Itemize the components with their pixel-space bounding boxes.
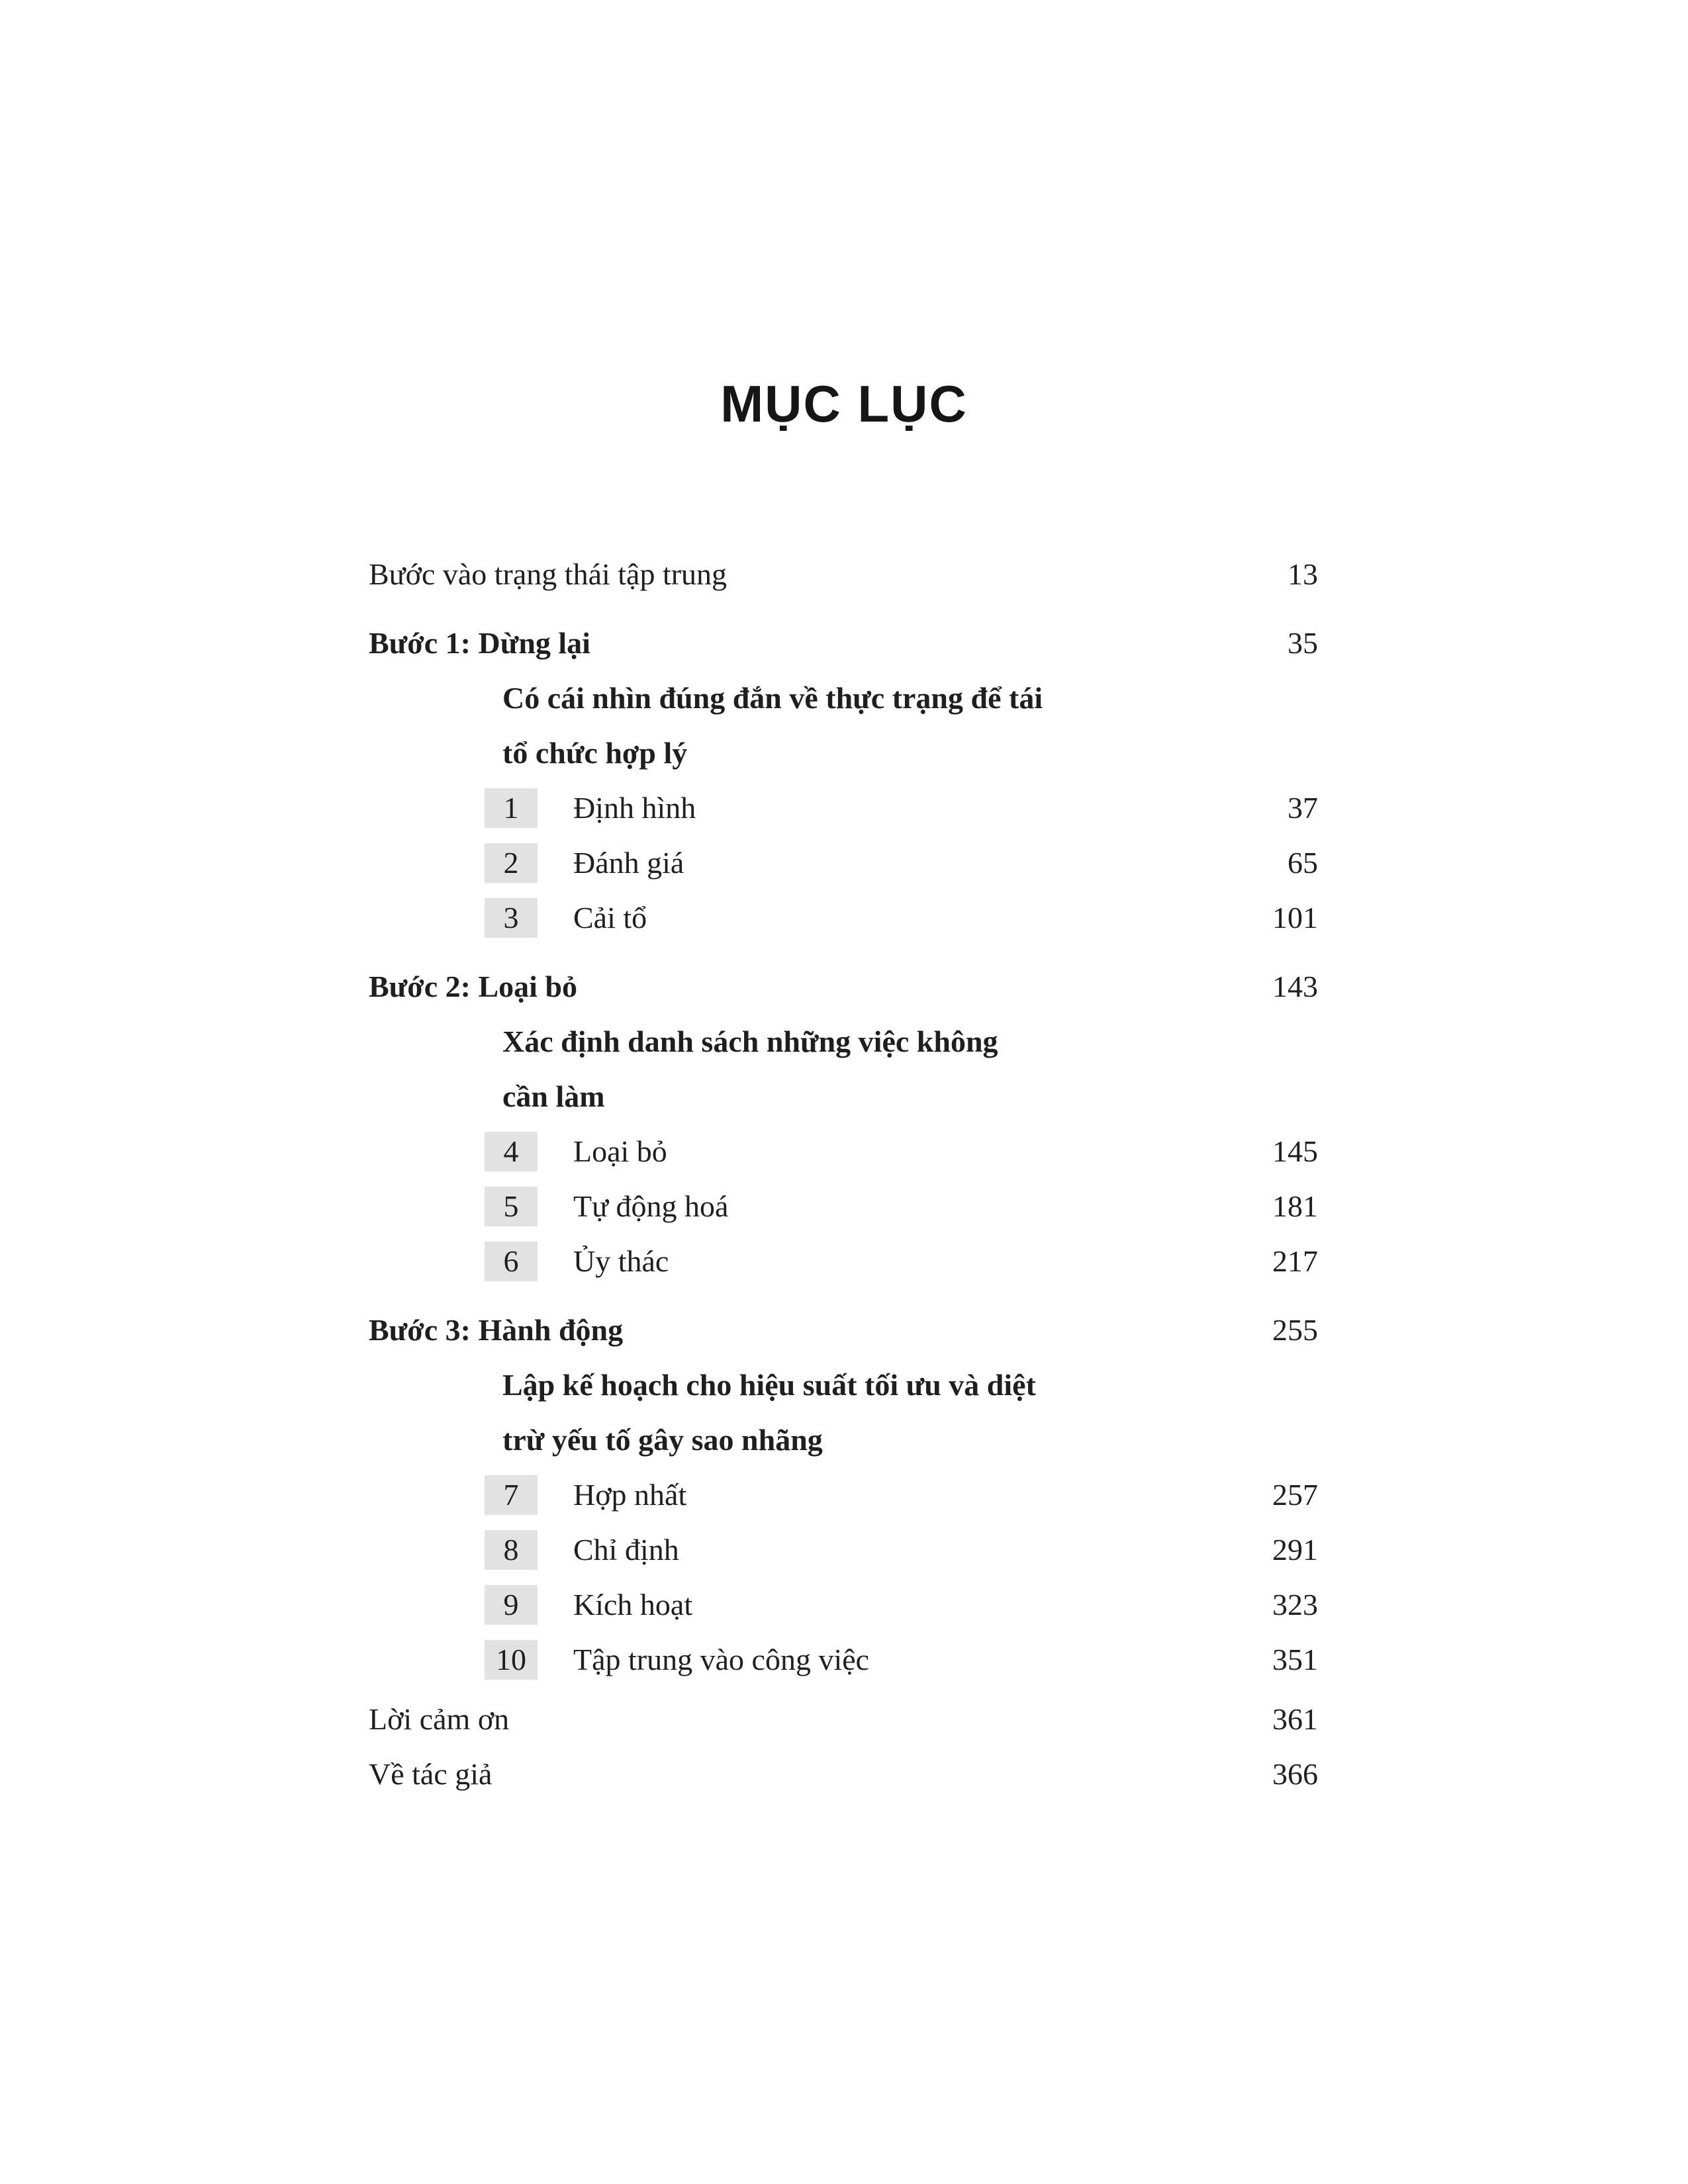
chapter-number-box: 6 <box>485 1242 538 1281</box>
page-title: MỤC LỤC <box>720 375 968 433</box>
chapter-page: 217 <box>1272 1244 1318 1278</box>
toc-entry-about-author <box>369 1754 1318 1794</box>
toc-section-header <box>369 1310 1318 1350</box>
toc-chapter-row <box>369 898 1318 938</box>
chapter-number-box: 1 <box>485 788 538 828</box>
chapter-page: 257 <box>1272 1478 1318 1512</box>
chapter-page: 181 <box>1272 1189 1318 1223</box>
chapter-number-box: 7 <box>485 1475 538 1515</box>
toc-section-header <box>369 967 1318 1007</box>
toc-section-subtitle-line: Lập kế hoạch cho hiệu suất tối ưu và diệt <box>502 1368 1036 1402</box>
chapter-number-box: 5 <box>485 1187 538 1226</box>
chapter-label: Hợp nhất <box>573 1478 687 1512</box>
chapter-label: Tự động hoá <box>573 1189 729 1223</box>
toc-chapter-row <box>369 788 1318 828</box>
chapter-label: Cải tổ <box>573 901 647 934</box>
toc-section-subtitle-line: Xác định danh sách những việc không <box>502 1024 998 1058</box>
toc-entry-intro <box>369 555 1318 594</box>
chapter-page: 145 <box>1272 1134 1318 1168</box>
chapter-page: 323 <box>1272 1588 1318 1621</box>
toc-entry-page: 361 <box>1272 1702 1318 1736</box>
toc-chapter-row <box>369 843 1318 883</box>
toc-chapter-row <box>369 1530 1318 1570</box>
toc-section-page: 35 <box>1288 626 1318 660</box>
chapter-label: Chỉ định <box>573 1533 679 1567</box>
toc-entry-acknowledgements <box>369 1700 1318 1739</box>
chapter-page: 37 <box>1288 791 1318 825</box>
chapter-number-box: 3 <box>485 898 538 938</box>
toc-section-subtitle-line: Có cái nhìn đúng đắn về thực trạng để tái <box>502 681 1043 715</box>
chapter-number-box: 8 <box>485 1530 538 1570</box>
chapter-number-box: 10 <box>485 1640 538 1680</box>
toc-chapter-row <box>369 1187 1318 1226</box>
toc-entry-label: Về tác giả <box>369 1757 492 1791</box>
chapter-page: 291 <box>1272 1533 1318 1567</box>
toc-entry-label: Bước vào trạng thái tập trung <box>369 557 727 591</box>
chapter-label: Tập trung vào công việc <box>573 1643 870 1676</box>
chapter-page: 65 <box>1288 846 1318 880</box>
toc-entry-page: 13 <box>1288 557 1318 591</box>
toc-section-subtitle-line: tổ chức hợp lý <box>502 736 688 770</box>
toc-entry-page: 366 <box>1272 1757 1318 1791</box>
toc-section-subtitle-line: trừ yếu tố gây sao nhãng <box>502 1423 823 1457</box>
chapter-number-box: 4 <box>485 1132 538 1171</box>
toc-chapter-row <box>369 1640 1318 1680</box>
toc-section-page: 255 <box>1272 1313 1318 1347</box>
toc-chapter-row <box>369 1132 1318 1171</box>
toc-section-header <box>369 623 1318 663</box>
toc-chapter-row <box>369 1585 1318 1625</box>
chapter-label: Đánh giá <box>573 846 684 880</box>
chapter-page: 101 <box>1272 901 1318 934</box>
chapter-label: Loại bỏ <box>573 1134 667 1168</box>
toc-entry-label: Lời cảm ơn <box>369 1702 510 1736</box>
toc-chapter-row <box>369 1475 1318 1515</box>
toc-list <box>369 555 1318 1809</box>
chapter-label: Định hình <box>573 791 696 825</box>
toc-section-label: Bước 3: Hành động <box>369 1313 624 1347</box>
chapter-number-box: 2 <box>485 843 538 883</box>
toc-section-subtitle-line: cần làm <box>502 1079 605 1113</box>
chapter-number-box: 9 <box>485 1585 538 1625</box>
chapter-label: Kích hoạt <box>573 1588 693 1621</box>
toc-section-label: Bước 2: Loại bỏ <box>369 970 578 1003</box>
toc-section-label: Bước 1: Dừng lại <box>369 626 590 660</box>
chapter-page: 351 <box>1272 1643 1318 1676</box>
toc-chapter-row <box>369 1242 1318 1281</box>
chapter-label: Ủy thác <box>573 1244 669 1278</box>
toc-section-page: 143 <box>1272 970 1318 1003</box>
